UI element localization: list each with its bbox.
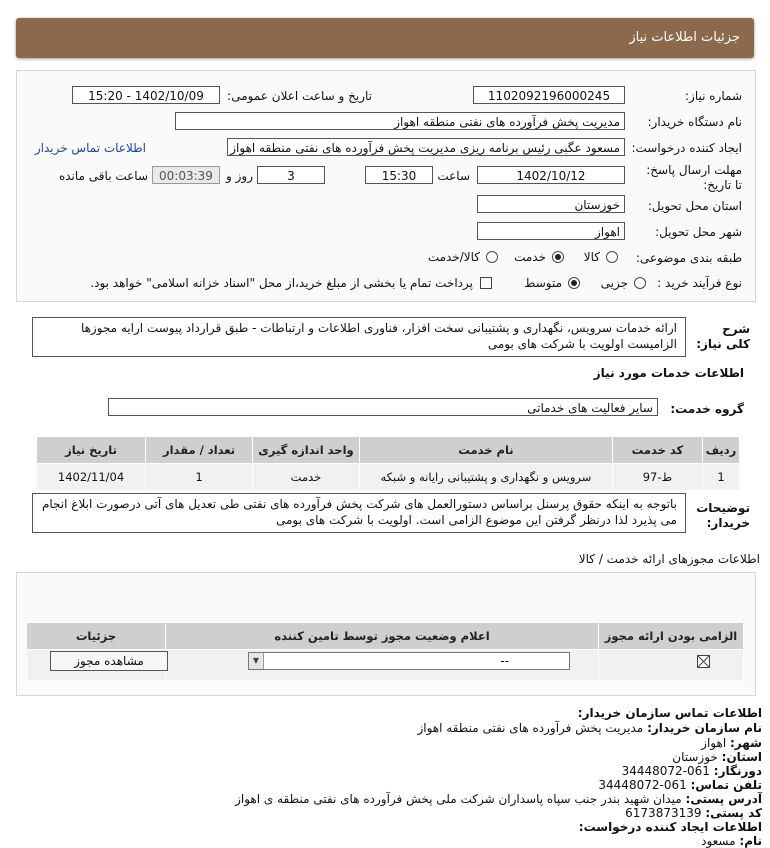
contact-title: اطلاعات تماس سازمان خریدار: [577, 706, 762, 720]
table-row [37, 464, 740, 491]
deadline-time-label: ساعت [437, 169, 470, 183]
col-permit-required: الزامی بودن ارائه مجوز [599, 623, 744, 650]
col-qty: تعداد / مقدار [146, 437, 253, 464]
province-field: خوزستان [477, 195, 625, 213]
announce-label: تاریخ و ساعت اعلان عمومی: [227, 89, 372, 103]
col-name: نام خدمت [359, 437, 612, 464]
cell-qty: 1 [146, 464, 253, 491]
contact-postal-value: 6173873139 [625, 806, 702, 820]
creator-name-value: مسعود [701, 834, 736, 848]
category-radio-goods-service[interactable] [486, 251, 498, 263]
cell-row: 1 [702, 464, 739, 491]
contact-province-value: خوزستان [672, 750, 718, 764]
contact-province [672, 750, 762, 764]
chevron-down-icon[interactable]: ▼ [249, 653, 264, 669]
category-service-label: خدمت [514, 250, 546, 264]
services-title: اطلاعات خدمات مورد نیاز [593, 366, 744, 380]
category-label: طبقه بندی موضوعی: [635, 251, 742, 265]
city-label: شهر محل تحویل: [655, 225, 742, 239]
col-date: تاریخ نیاز [37, 437, 146, 464]
category-goods-label: کالا [583, 250, 600, 264]
category-radio-goods[interactable] [606, 251, 618, 263]
process-label: نوع فرآیند خرید : [657, 276, 742, 290]
process-medium-label: متوسط [524, 276, 562, 290]
permit-status-select[interactable] [248, 652, 570, 670]
contact-org-value: مدیریت پخش فرآورده های نفتی منطقه اهواز [417, 721, 644, 735]
contact-postal [625, 806, 762, 820]
treasury-checkbox-label: پرداخت تمام یا بخشی از مبلغ خرید،از محل "اسناد خزانه اسلامی" خواهد بود. [90, 276, 473, 290]
province-label: استان محل تحویل: [647, 199, 742, 213]
contact-address [235, 792, 762, 806]
process-radio-minor[interactable] [634, 277, 646, 289]
permits-title: اطلاعات مجوزهای ارائه خدمت / کالا [578, 552, 760, 566]
cell-permit-required [599, 650, 744, 681]
buyer-contact-link[interactable]: اطلاعات تماس خریدار [34, 141, 146, 155]
creator-name-label: نام: [739, 834, 762, 848]
cell-date: 1402/11/04 [37, 464, 146, 491]
page-title: جزئیات اطلاعات نیاز [629, 30, 740, 45]
contact-org [417, 721, 762, 735]
col-unit: واحد اندازه گیری [253, 437, 360, 464]
treasury-checkbox[interactable] [480, 277, 492, 289]
service-group-field: سایر فعالیت های خدماتی [108, 398, 658, 416]
contact-city-value: اهواز [701, 736, 727, 750]
contact-phone-label: تلفن تماس: [690, 778, 762, 792]
col-code: کد خدمت [612, 437, 702, 464]
contact-fax-value: 061-34448072 [621, 764, 710, 778]
buyer-notes-label: توضیحات خریدار: [696, 501, 750, 530]
need-number-field: 1102092196000245 [473, 86, 625, 104]
description-box: ارائه خدمات سرویس، نگهداری و پشتیبانی سخت افزار، فناوری اطلاعات و ارتباطات - طبق قرارداد پیوست ارایه مجوزها الزامیست اولویت با شرکت های بومی [32, 317, 686, 357]
category-radio-service[interactable] [552, 251, 564, 263]
deadline-days-label: روز و [226, 169, 253, 183]
buyer-org-label: نام دستگاه خریدار: [647, 115, 742, 129]
contact-city [701, 736, 762, 750]
col-permit-status: اعلام وضعیت مجوز توسط تامین کننده [166, 623, 599, 650]
services-table [36, 436, 740, 491]
deadline-days-field: 3 [257, 166, 325, 184]
buyer-org-field: مدیریت پخش فرآورده های نفتی منطقه اهواز [175, 112, 625, 130]
process-radio-medium[interactable] [568, 277, 580, 289]
contact-address-value: میدان شهید بندر جنب سپاه پاسداران شرکت ملی پخش فرآورده های نفتی منطقه ی اهواز [235, 792, 682, 806]
requester-field: مسعود عگبی رئیس برنامه ریزی مدیریت پخش فرآورده های نفتی منطقه اهواز [227, 138, 625, 156]
deadline-label: مهلت ارسال پاسخ: تا تاریخ: [646, 163, 742, 192]
deadline-time-field: 15:30 [365, 166, 433, 184]
buyer-notes-box: باتوجه به اینکه حقوق پرسنل براساس دستورالعمل های شرکت پخش فرآورده های نفتی طی تعدیل های آتی درصورت ابلاغ انجام می پذیرد لذا درنظر گرفتن این موضوع الزامی است. اولویت با شرکت های بومی [32, 493, 686, 533]
contact-postal-label: کد پستی: [705, 806, 762, 820]
col-row: ردیف [702, 437, 739, 464]
category-goods-service-label: کالا/خدمت [427, 250, 480, 264]
contact-fax [622, 764, 762, 778]
announce-field: 1402/10/09 - 15:20 [72, 86, 220, 104]
need-number-label: شماره نیاز: [685, 89, 742, 103]
contact-province-label: استان: [721, 750, 762, 764]
contact-phone [598, 778, 762, 792]
description-label: شرح کلی نیاز: [696, 322, 750, 351]
creator-name [701, 834, 762, 848]
service-group-label: گروه خدمت: [670, 402, 744, 416]
remaining-time-label: ساعت باقی مانده [58, 169, 148, 183]
cell-unit: خدمت [253, 464, 360, 491]
cell-code: ط-97 [612, 464, 702, 491]
contact-address-label: آدرس پستی: [685, 792, 762, 806]
contact-org-label: نام سازمان خریدار: [647, 721, 762, 735]
city-field: اهواز [477, 222, 625, 240]
permit-status-value: -- [500, 654, 509, 668]
view-permit-button[interactable]: مشاهده مجوز [50, 651, 168, 671]
creator-title: اطلاعات ایجاد کننده درخواست: [578, 820, 762, 834]
process-minor-label: جزیی [600, 276, 628, 290]
deadline-date-field: 1402/10/12 [477, 166, 625, 184]
requester-label: ایجاد کننده درخواست: [631, 141, 742, 155]
permit-required-checkbox-icon [697, 655, 710, 668]
col-permit-details: جزئیات [27, 623, 166, 650]
contact-city-label: شهر: [730, 736, 762, 750]
contact-phone-value: 061-34448072 [598, 778, 687, 792]
page-header [16, 18, 754, 58]
contact-fax-label: دورنگار: [713, 764, 762, 778]
cell-name: سرویس و نگهداری و پشتیبانی رایانه و شبکه [359, 464, 612, 491]
remaining-time-field: 00:03:39 [152, 166, 220, 184]
